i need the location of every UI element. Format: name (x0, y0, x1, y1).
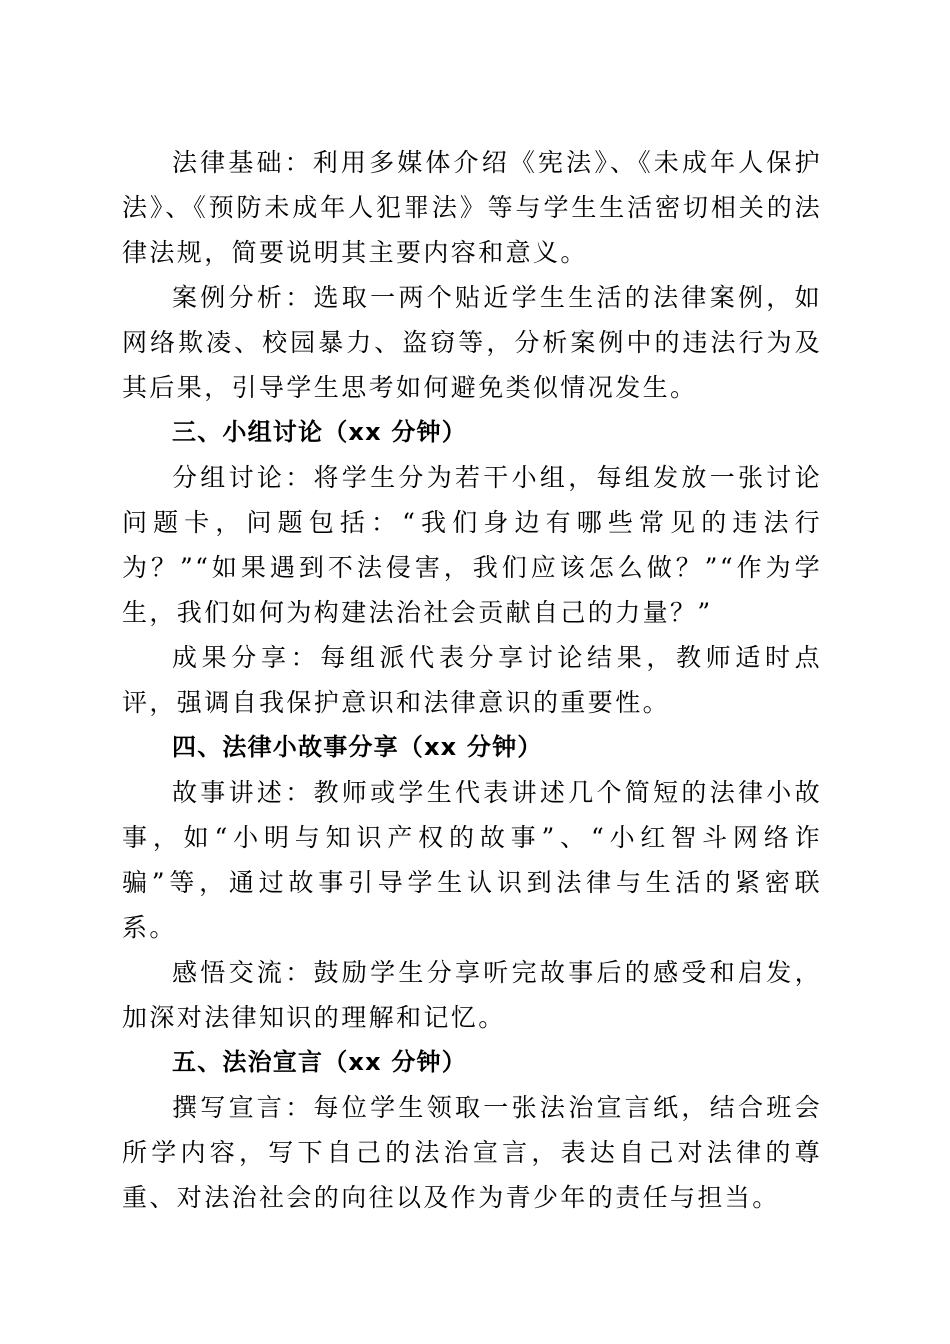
document-body (122, 140, 822, 1220)
section-heading-legal-stories: 四、法律小故事分享（xx 分钟） (172, 733, 543, 761)
section-heading-group-discussion: 三、小组讨论（xx 分钟） (172, 418, 467, 446)
paragraph-write-declaration: 撰写宣言：每位学生领取一张法治宣言纸，结合班会所学内容，写下自己的法治宣言，表达自己对法律的尊重、对法治社会的向往以及作为青少年的责任与担当。 (122, 1093, 822, 1212)
section-heading-rule-of-law-declaration: 五、法治宣言（xx 分钟） (172, 1048, 467, 1076)
paragraph-story-telling: 故事讲述：教师或学生代表讲述几个简短的法律小故事，如“小明与知识产权的故事”、“小红智斗网络诈骗”等，通过故事引导学生认识到法律与生活的紧密联系。 (122, 778, 822, 942)
paragraph-legal-basis: 法律基础：利用多媒体介绍《宪法》、《未成年人保护法》、《预防未成年人犯罪法》等与学生生活密切相关的法律法规，简要说明其主要内容和意义。 (122, 148, 822, 267)
paragraph-reflection-exchange: 感悟交流：鼓励学生分享听完故事后的感受和启发，加深对法律知识的理解和记忆。 (122, 958, 822, 1032)
paragraph-case-analysis: 案例分析：选取一两个贴近学生生活的法律案例，如网络欺凌、校园暴力、盗窃等，分析案例中的违法行为及其后果，引导学生思考如何避免类似情况发生。 (122, 283, 822, 402)
paragraph-results-sharing: 成果分享：每组派代表分享讨论结果，教师适时点评，强调自我保护意识和法律意识的重要性。 (122, 643, 822, 717)
paragraph-group-discussion: 分组讨论：将学生分为若干小组，每组发放一张讨论问题卡，问题包括：“我们身边有哪些常见的违法行为？”“如果遇到不法侵害，我们应该怎么做？”“作为学生，我们如何为构建法治社会贡献自己的力量？” (122, 463, 822, 627)
